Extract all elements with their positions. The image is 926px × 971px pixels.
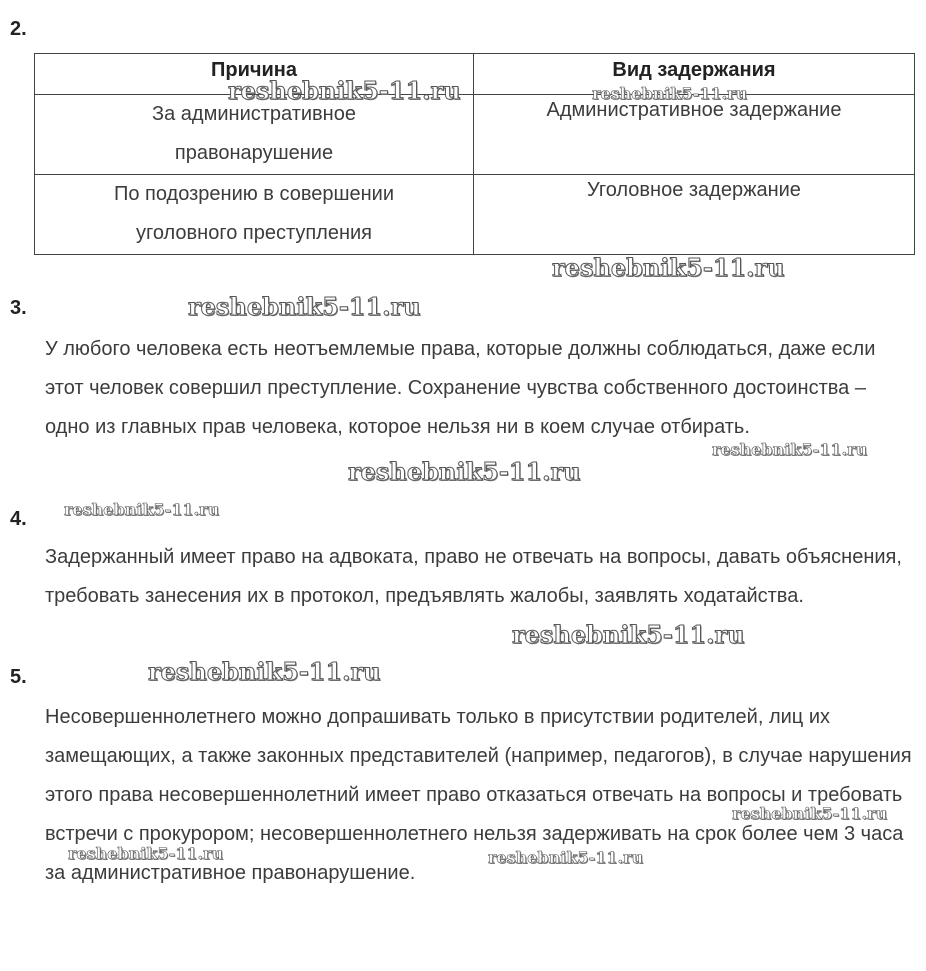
watermark: reshebnik5-11.ru: [64, 500, 220, 519]
header-detention-type: Вид задержания: [474, 54, 915, 95]
answer-paragraph-5: Несовершеннолетнего можно допрашивать только в присутствии родителей, лиц их замещающих, а также законных представителей (например, педагогов), в случае нарушения этого права несовершеннолетний имеет право отказаться отвечать на вопросы и требовать встречи с прокурором; несовершеннолетнего нельзя задерживать на срок более чем 3 часа за административное правонарушение.: [45, 706, 912, 884]
watermark: reshebnik5-11.ru: [488, 848, 644, 867]
section-number-5: 5.: [10, 666, 27, 688]
watermark: reshebnik5-11.ru: [348, 457, 581, 486]
header-reason: Причина: [35, 54, 474, 95]
table-cell: Уголовное задержание: [474, 175, 915, 255]
answer-paragraph-4: Задержанный имеет право на адвоката, право не отвечать на вопросы, давать объяснения, требовать занесения их в протокол, предъявлять жалобы, заявлять ходатайства.: [45, 546, 902, 607]
table-cell: По подозрению в совершении уголовного преступления: [35, 175, 474, 255]
answer-paragraph-3: У любого человека есть неотъемлемые права, которые должны соблюдаться, даже если этот человек совершил преступление. Сохранение чувства собственного достоинства – одно из главных прав человека, которое нельзя ни в коем случае отбирать.: [45, 338, 876, 438]
section-number-4: 4.: [10, 508, 27, 530]
watermark: reshebnik5-11.ru: [592, 84, 748, 103]
watermark: reshebnik5-11.ru: [712, 440, 868, 459]
section-number-2: 2.: [10, 18, 27, 40]
table-cell: Административное задержание: [474, 95, 915, 175]
watermark: reshebnik5-11.ru: [732, 804, 888, 823]
watermark: reshebnik5-11.ru: [68, 844, 224, 863]
table-header-row: [35, 54, 915, 95]
section-number-3: 3.: [10, 297, 27, 319]
table-row: [35, 95, 915, 175]
table-row: [35, 175, 915, 255]
watermark: reshebnik5-11.ru: [148, 657, 381, 686]
table-cell: За административное правонарушение: [35, 95, 474, 175]
watermark: reshebnik5-11.ru: [228, 76, 461, 105]
watermark: reshebnik5-11.ru: [552, 253, 785, 282]
watermark: reshebnik5-11.ru: [512, 620, 745, 649]
detention-table: [34, 53, 915, 255]
watermark: reshebnik5-11.ru: [188, 292, 421, 321]
